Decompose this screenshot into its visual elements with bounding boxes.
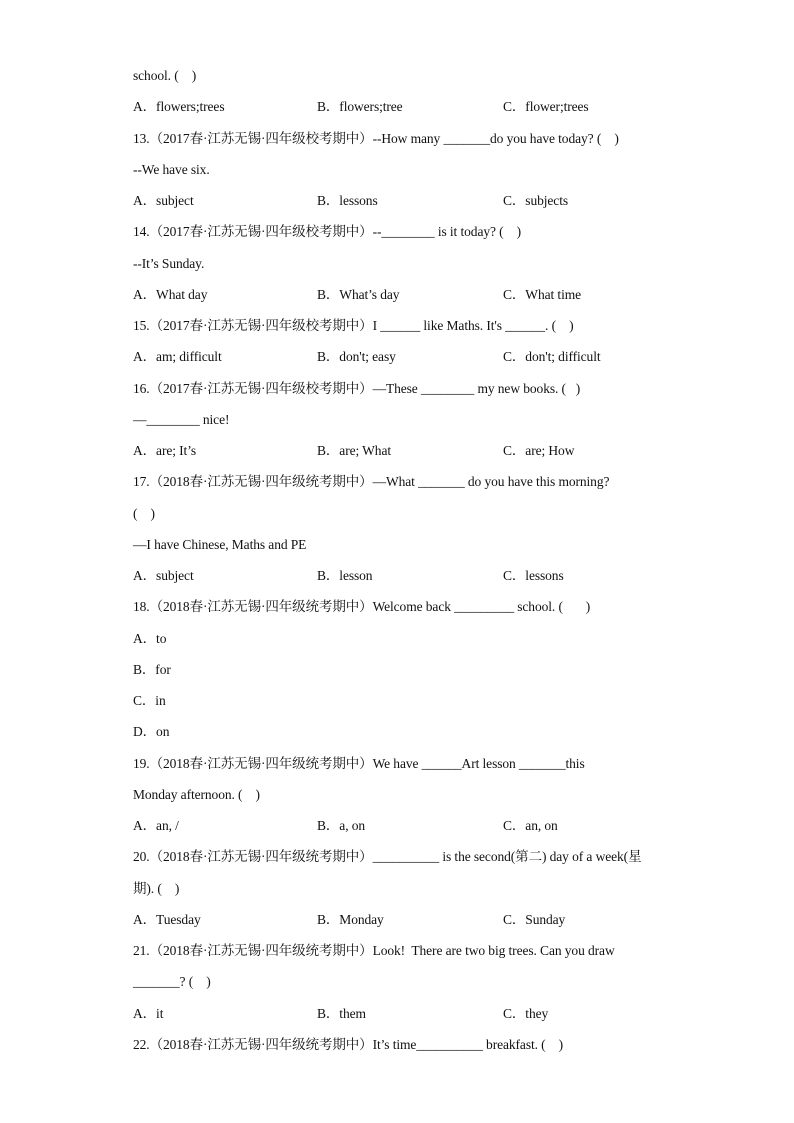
answer-option: B．lesson bbox=[317, 568, 373, 583]
answer-option: C．subjects bbox=[503, 193, 568, 208]
answer-option: C．in bbox=[133, 693, 166, 708]
answer-option: C．flower;trees bbox=[503, 99, 589, 114]
question-stem: 19.（2018春·江苏无锡·四年级统考期中）We have ______Art lesson _______this bbox=[133, 756, 585, 771]
text-line: ( ) bbox=[133, 506, 155, 521]
answer-option: A．are; It’s bbox=[133, 443, 197, 458]
question-stem: 18.（2018春·江苏无锡·四年级统考期中）Welcome back _________ school. ( ) bbox=[133, 599, 591, 614]
answer-option: C．are; How bbox=[503, 443, 575, 458]
answer-option: D．on bbox=[133, 724, 170, 739]
answer-option: A．subject bbox=[133, 193, 194, 208]
text-line: school. ( ) bbox=[133, 68, 197, 83]
answer-option: C．an, on bbox=[503, 818, 558, 833]
question-stem: 14.（2017春·江苏无锡·四年级校考期中）--________ is it today? ( ) bbox=[133, 224, 522, 239]
answer-option: B．a, on bbox=[317, 818, 366, 833]
answer-option: B．them bbox=[317, 1006, 366, 1021]
question-stem: 22.（2018春·江苏无锡·四年级统考期中）It’s time__________ breakfast. ( ) bbox=[133, 1037, 564, 1052]
answer-option: A．am; difficult bbox=[133, 349, 222, 364]
answer-option: B．are; What bbox=[317, 443, 392, 458]
answer-option: B．What’s day bbox=[317, 287, 400, 302]
text-line: --It’s Sunday. bbox=[133, 256, 205, 271]
text-line: 期). ( ) bbox=[133, 881, 180, 896]
text-line: —I have Chinese, Maths and PE bbox=[133, 537, 307, 552]
answer-option: B．don't; easy bbox=[317, 349, 396, 364]
question-stem: 13.（2017春·江苏无锡·四年级校考期中）--How many _______do you have today? ( ) bbox=[133, 131, 619, 146]
answer-option: A．Tuesday bbox=[133, 912, 201, 927]
answer-option: A．an, / bbox=[133, 818, 179, 833]
answer-option: A．subject bbox=[133, 568, 194, 583]
answer-option: B．lessons bbox=[317, 193, 378, 208]
question-stem: 16.（2017春·江苏无锡·四年级校考期中）—These ________ my new books. ( ) bbox=[133, 381, 581, 396]
answer-option: C．don't; difficult bbox=[503, 349, 601, 364]
answer-option: C．What time bbox=[503, 287, 582, 302]
answer-option: B．for bbox=[133, 662, 171, 677]
answer-option: C．they bbox=[503, 1006, 549, 1021]
answer-option: A．to bbox=[133, 631, 167, 646]
text-line: --We have six. bbox=[133, 162, 210, 177]
question-stem: 21.（2018春·江苏无锡·四年级统考期中）Look! There are two big trees. Can you draw bbox=[133, 943, 615, 958]
question-stem: 15.（2017春·江苏无锡·四年级校考期中）I ______ like Maths. It's ______. ( ) bbox=[133, 318, 574, 333]
answer-option: A．What day bbox=[133, 287, 208, 302]
answer-option: A．it bbox=[133, 1006, 164, 1021]
answer-option: B．flowers;tree bbox=[317, 99, 403, 114]
text-line: Monday afternoon. ( ) bbox=[133, 787, 260, 802]
answer-option: A．flowers;trees bbox=[133, 99, 225, 114]
question-stem: 20.（2018春·江苏无锡·四年级统考期中）__________ is the second(第二) day of a week(星 bbox=[133, 849, 642, 864]
answer-option: B．Monday bbox=[317, 912, 384, 927]
answer-option: C．lessons bbox=[503, 568, 564, 583]
answer-option: C．Sunday bbox=[503, 912, 566, 927]
question-stem: 17.（2018春·江苏无锡·四年级统考期中）—What _______ do you have this morning? bbox=[133, 474, 610, 489]
text-line: —________ nice! bbox=[133, 412, 230, 427]
text-line: _______? ( ) bbox=[133, 974, 211, 989]
